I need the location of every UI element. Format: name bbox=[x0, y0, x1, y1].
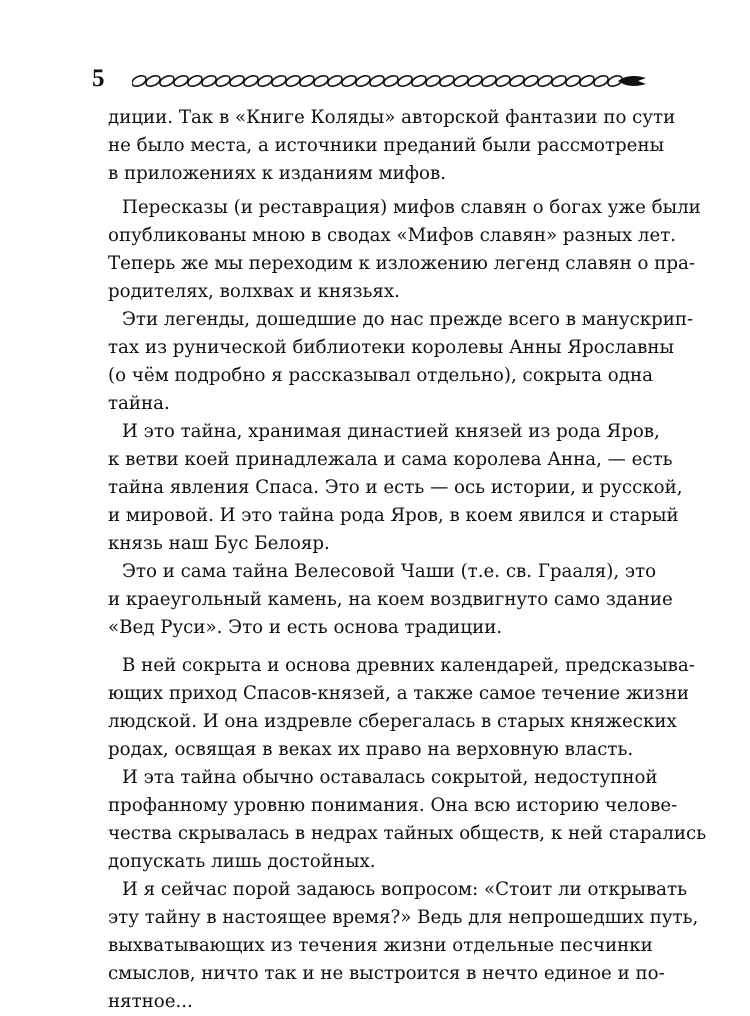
text-line: родах, освящая в веках их право на верховную власть. bbox=[108, 739, 634, 760]
text-line: родителях, волхвах и князьях. bbox=[108, 281, 400, 302]
paragraph-3 bbox=[108, 306, 694, 418]
text-line: смыслов, ничто так и не выстроится в нечто единое и по- bbox=[108, 963, 665, 984]
text-line: допускать лишь достойных. bbox=[108, 851, 376, 872]
paragraph-8 bbox=[108, 876, 699, 1016]
text-line: Это и сама тайна Велесовой Чаши (т.е. св. Грааля), это bbox=[122, 561, 657, 582]
text-line: тайна. bbox=[108, 393, 170, 414]
text-line: В ней сокрыта и основа древних календарей, предсказыва- bbox=[122, 655, 695, 676]
text-line: эту тайну в настоящее время?» Ведь для непрошедших путь, bbox=[108, 907, 699, 928]
text-line: Теперь же мы переходим к изложению легенд славян о пра- bbox=[108, 253, 695, 274]
text-line: опубликованы мною в сводах «Мифов славян» разных лет. bbox=[108, 225, 677, 246]
text-line: диции. Так в «Книге Коляды» авторской фантазии по сути bbox=[108, 107, 676, 128]
text-line: «Вед Руси». Это и есть основа традиции. bbox=[108, 617, 503, 638]
text-line: тах из рунической библиотеки королевы Анны Ярославны bbox=[108, 337, 674, 358]
text-line: И это тайна, хранимая династией князей из рода Яров, bbox=[122, 421, 660, 442]
paragraph-4 bbox=[108, 418, 683, 558]
text-line: И я сейчас порой задаюсь вопросом: «Стоит ли открывать bbox=[122, 879, 687, 900]
paragraph-7 bbox=[108, 764, 707, 876]
text-line: нятное... bbox=[108, 991, 193, 1012]
text-line: князь наш Бус Белояр. bbox=[108, 533, 330, 554]
text-line: в приложениях к изданиям мифов. bbox=[108, 163, 447, 184]
text-line: к ветви коей принадлежала и сама королева Анна, — есть bbox=[108, 449, 673, 470]
text-line: и краеугольный камень, на коем воздвигнуто само здание bbox=[108, 589, 673, 610]
text-line: профанному уровню понимания. Она всю историю челове- bbox=[108, 795, 678, 816]
text-line: и мировой. И это тайна рода Яров, в коем явился и старый bbox=[108, 505, 679, 526]
page-number: 5 bbox=[92, 65, 105, 92]
page-header bbox=[92, 62, 648, 96]
text-line: людской. И она издревле сберегалась в старых княжеских bbox=[108, 711, 677, 732]
text-line: Эти легенды, дошедшие до нас прежде всего в манускрип- bbox=[122, 309, 694, 330]
text-line: выхватывающих из течения жизни отдельные песчинки bbox=[108, 935, 653, 956]
text-line: Пересказы (и реставрация) мифов славян о богах уже были bbox=[122, 197, 701, 218]
text-line: (о чём подробно я рассказывал отдельно), сокрыта одна bbox=[108, 365, 653, 386]
paragraph-5 bbox=[108, 558, 673, 642]
paragraph-1 bbox=[108, 104, 676, 188]
text-line: ющих приход Спасов-князей, а также самое течение жизни bbox=[108, 683, 689, 704]
text-line: И эта тайна обычно оставалась сокрытой, недоступной bbox=[122, 767, 658, 788]
text-line: тайна явления Спаса. Это и есть — ось истории, и русской, bbox=[108, 477, 683, 498]
decorative-rope-ornament bbox=[132, 72, 648, 90]
text-line: чества скрывалась в недрах тайных обществ, к ней старались bbox=[108, 823, 707, 844]
paragraph-6 bbox=[108, 652, 695, 764]
text-line: не было места, а источники преданий были рассмотрены bbox=[108, 135, 665, 156]
paragraph-2 bbox=[108, 194, 701, 306]
